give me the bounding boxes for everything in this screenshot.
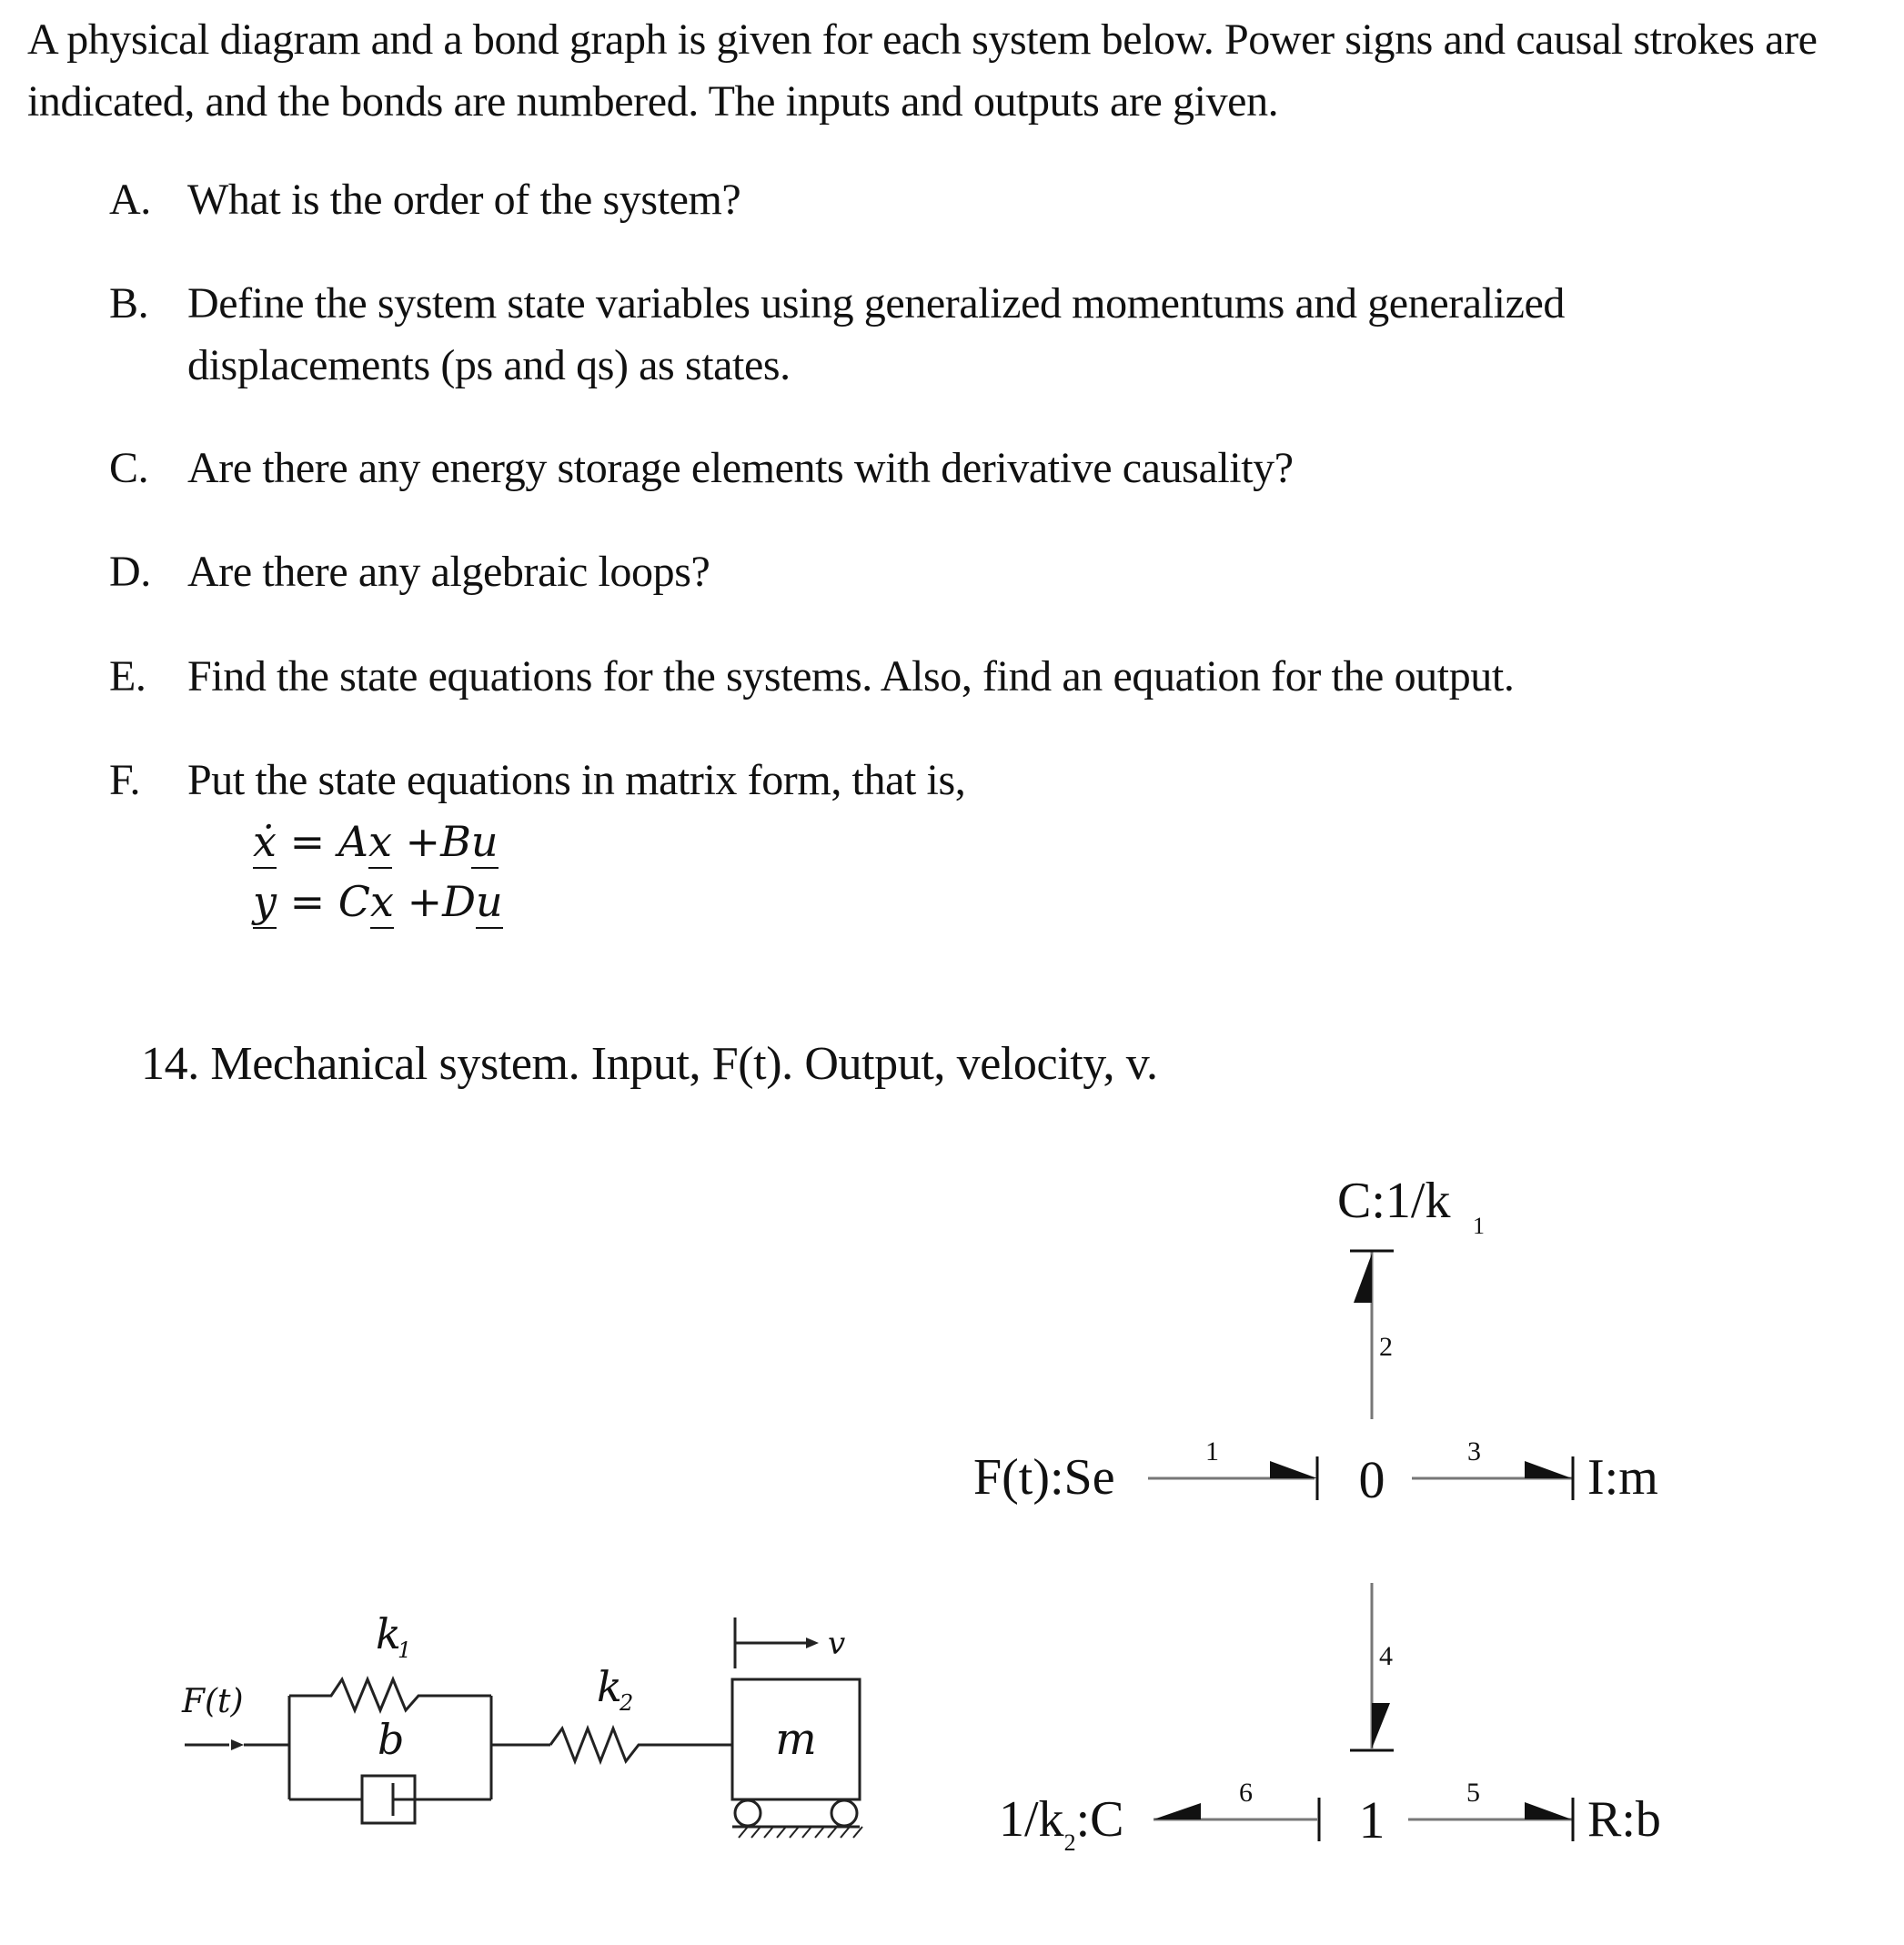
eq-matrix-b: B	[440, 817, 471, 866]
eq-equals: =	[276, 817, 338, 866]
question-text: What is the order of the system?	[187, 176, 741, 224]
mass-wheel-left	[735, 1800, 761, 1826]
eq-plus: +	[391, 817, 441, 866]
bg-c2-prefix: 1/k	[999, 1791, 1064, 1848]
bond-5-half-arrow	[1525, 1802, 1572, 1819]
damper-label: b	[378, 1715, 405, 1764]
bond-3-number: 3	[1467, 1436, 1481, 1466]
bg-resistor-label: R:b	[1587, 1791, 1661, 1848]
spring-k2-subscript: 2	[620, 1690, 634, 1716]
eq-matrix-a: A	[337, 817, 368, 866]
intro-paragraph: A physical diagram and a bond graph is given for each system below. Power signs and causal strokes are indicated, and the bonds are numbered. The inputs and outputs are given.	[27, 15, 1818, 126]
bond-2-number: 2	[1379, 1332, 1393, 1362]
bond-3-half-arrow	[1525, 1461, 1572, 1478]
eq-input-vector: u	[476, 877, 503, 929]
spring-k1	[289, 1679, 491, 1710]
input-arrow-head	[231, 1739, 244, 1750]
physical-diagram	[181, 1609, 862, 1838]
bond-2-half-arrow	[1354, 1254, 1372, 1303]
question-letter: E.	[109, 652, 146, 700]
mass-wheel-right	[831, 1800, 857, 1826]
eq-lhs: ẋ	[253, 817, 277, 869]
bg-c2-suffix: :C	[1075, 1791, 1124, 1848]
velocity-label: v	[828, 1626, 846, 1662]
eq-plus: +	[393, 877, 443, 926]
question-text: Are there any algebraic loops?	[187, 548, 710, 596]
question-letter: B.	[109, 279, 149, 328]
eq-lhs: y	[253, 877, 277, 929]
bg-junction-1: 1	[1358, 1790, 1385, 1849]
bg-c1-label: C:1/k	[1337, 1173, 1451, 1229]
bg-c2-label	[999, 1791, 1123, 1856]
bond-6-half-arrow	[1153, 1803, 1201, 1819]
spring-k2-label: k	[597, 1662, 622, 1711]
question-text: Define the system state variables using generalized momentums and generalized displacements (ps and qs) as states.	[187, 279, 1565, 389]
bond-6-number: 6	[1239, 1778, 1253, 1808]
problem-title: 14. Mechanical system. Input, F(t). Output, velocity, v.	[141, 1038, 1158, 1090]
eq-state-vector: x	[368, 817, 392, 869]
question-letter: A.	[109, 176, 151, 224]
bond-4-number: 4	[1379, 1641, 1393, 1671]
eq-equals: =	[277, 877, 338, 926]
eq-input-vector: u	[471, 817, 499, 869]
question-text: Find the state equations for the systems. Also, find an equation for the output.	[187, 652, 1515, 700]
bond-1-half-arrow	[1270, 1461, 1317, 1478]
bg-source-label: F(t):Se	[973, 1449, 1115, 1506]
input-force-label: F(t)	[182, 1683, 244, 1720]
bg-c2-subscript: 2	[1063, 1829, 1076, 1856]
ground-hatch	[739, 1827, 862, 1838]
question-letter: C.	[109, 444, 149, 492]
eq-matrix-c: C	[337, 877, 370, 926]
question-letter: D.	[109, 548, 151, 596]
mass-label: m	[775, 1714, 817, 1765]
question-text: Put the state equations in matrix form, that is,	[187, 756, 966, 804]
bg-junction-0: 0	[1358, 1450, 1385, 1509]
eq-state-vector: x	[370, 877, 394, 929]
bond-5-number: 5	[1466, 1778, 1480, 1808]
spring-k1-subscript: 1	[398, 1638, 412, 1663]
spring-k2	[550, 1728, 732, 1761]
eq-matrix-d: D	[442, 877, 477, 926]
bond-1-number: 1	[1205, 1436, 1219, 1466]
question-text: Are there any energy storage elements with derivative causality?	[187, 444, 1294, 492]
velocity-arrow-head	[806, 1638, 819, 1648]
bg-c1-subscript: 1	[1473, 1213, 1485, 1239]
bond-4-half-arrow	[1372, 1703, 1390, 1748]
bond-graph	[973, 1173, 1661, 1856]
bg-inertia-label: I:m	[1587, 1449, 1658, 1506]
spring-k1-label: k	[376, 1609, 401, 1658]
question-letter: F.	[109, 756, 141, 804]
